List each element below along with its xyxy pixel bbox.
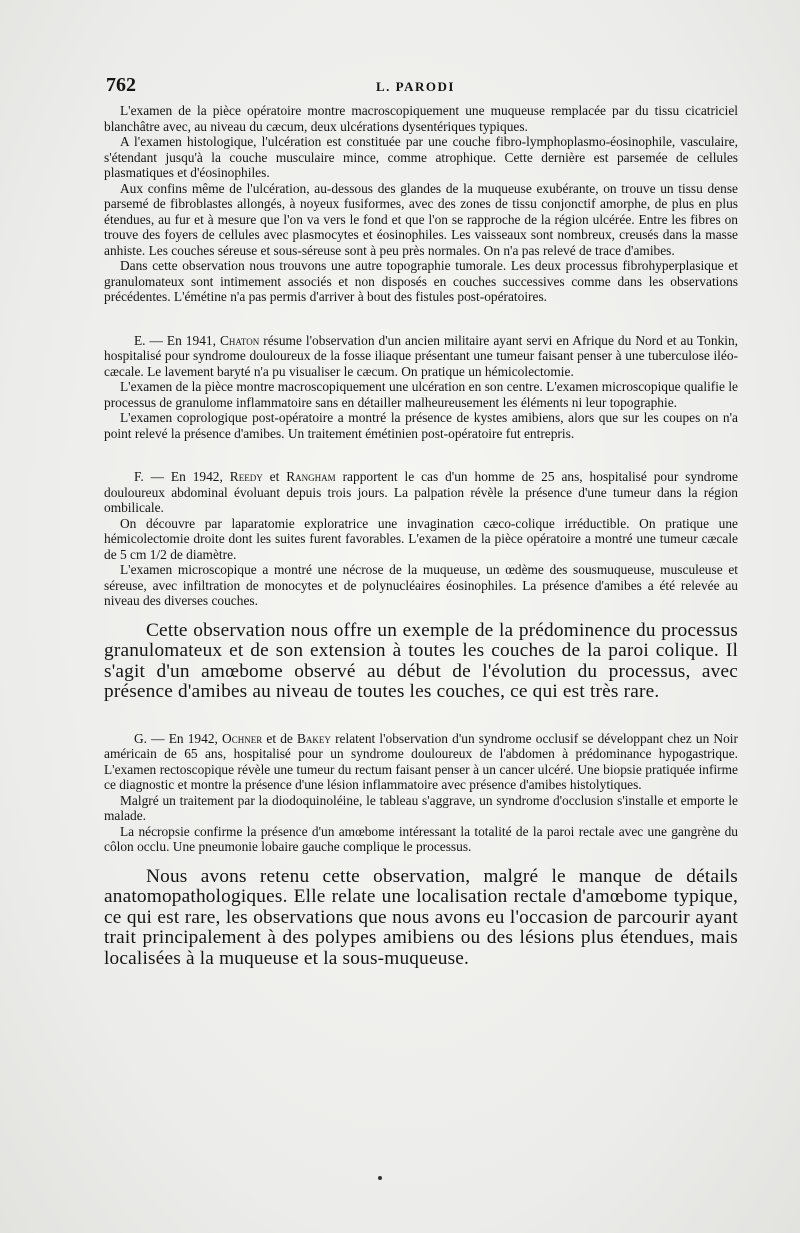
author-ochner: Ochner (222, 730, 263, 746)
paragraph-g-traitement: Malgré un traitement par la diodoquinoléine, le tableau s'aggrave, un syndrome d'occlusion s'installe et emporte le malade. (104, 792, 738, 823)
commentary-g: Nous avons retenu cette observation, malgré le manque de détails anatomopathologiques. Elle relate une localisation rectale d'amœbome typique, ce qui est rare, les observations que nous avons eu l'occasion de parcourir ayant trait principalement à des polypes amibiens ou des lésions plus étendues, mais localisées à la muqueuse et la sous-muqueuse. (104, 865, 738, 969)
observation-e-lead: E. — En 1941, (134, 332, 216, 348)
author-rangham: Rangham (286, 469, 336, 484)
paragraph-topography: Dans cette observation nous trouvons une autre topographie tumorale. Les deux processus fibrohyperplasique et granulomateux sont intimement associés et non disposés en couches successives comme dans les observations précédentes. L'émétine n'a pas permis d'arriver à bout des fistules post-opératoires. (104, 258, 738, 304)
paragraph-g-necropsie: La nécropsie confirme la présence d'un amœbome intéressant la totalité de la paroi rectale avec une gangrène du côlon occlu. Une pneumonie lobaire gauche complique le processus. (104, 823, 738, 854)
observation-g-lead: G. — En 1942, (134, 730, 218, 746)
observation-e-text: résume l'observation d'un ancien militaire ayant servi en Afrique du Nord et au Tonkin, hospitalisé pour syndrome douloureux de la fosse iliaque présentant une tumeur faisant penser à une tuberculose iléo-cæcale. Le lavement baryté n'a pu visualiser le cæcum. On pratique un hémicolectomie. (104, 332, 739, 379)
running-head: L. PARODI (376, 79, 455, 94)
paragraph-f-laparatomie: On découvre par laparatomie exploratrice une invagination cæco-colique irréductible. On pratique une hémicolectomie droite dont les suites furent favorables. L'examen de la pièce opératoire a montré une tumeur cæcale de 5 cm 1/2 de diamètre. (104, 515, 738, 562)
page-header (106, 74, 746, 98)
author-chaton: Chaton (219, 332, 260, 348)
observation-g (104, 731, 738, 793)
author-reedy: Reedy (229, 469, 263, 484)
page-number: 762 (106, 74, 136, 96)
observation-f-text: rapportent le cas d'un homme de 25 ans, hospitalisé pour syndrome douloureux abdominal évoluant depuis trois jours. La palpation révèle la présence d'une tumeur dans la région ombilicale. (104, 469, 738, 515)
paragraph-e-examen: L'examen de la pièce montre macroscopiquement une ulcération en son centre. L'examen microscopique qualifie le processus de granulome inflammatoire sans en détailler malheureusement les éléments ni leur topographie. (104, 379, 738, 410)
observation-f-and: et (269, 469, 280, 484)
commentary-f: Cette observation nous offre un exemple de la prédominence du processus granulomateux et de son extension à toutes les couches de la paroi colique. Il s'agit d'un amœbome observé au début de l'évolution du processus, avec présence d'amibes au niveau de toutes les couches, ce qui est très rare. (104, 619, 738, 702)
paragraph-f-microscopique: L'examen microscopique a montré une nécrose de la muqueuse, un œdème des sousmuqueuse, musculeuse et séreuse, avec infiltration de monocytes et de polynucléaires éosinophiles. La présence d'amibes a été relevée au niveau des diverses couches. (104, 562, 738, 608)
author-bakey: Bakey (297, 730, 331, 746)
paragraph-histology: A l'examen histologique, l'ulcération est constituée par une couche fibro-lymphoplasmo-éosinophile, vasculaire, s'étendant jusqu'à la couche musculaire mince, comme atrophique. Cette dernière est parsemée de cellules plasmatiques et d'éosinophiles. (104, 134, 738, 180)
paragraph-e-coprologique: L'examen coprologique post-opératoire a montré la présence de kystes amibiens, alors que sur les coupes on n'a point relevé la présence d'amibes. Un traitement émétinien post-opératoire fut entrepris. (104, 410, 738, 441)
paragraph-ulceration: Aux confins même de l'ulcération, au-dessous des glandes de la muqueuse exubérante, on trouve un tissu dense parsemé de fibroblastes allongés, à noyeux fusiformes, avec des zones de tissu conjonctif amorphe, de plus en plus étendues, au fur et à mesure que l'on va vers le fond et que l'on se rapproche de la région ulcérée. Entre les fibres on trouve des foyers de cellules avec plasmocytes et éosinophiles. Les vaisseaux sont nombreux, creusés dans la masse anhiste. Les couches séreuse et sous-séreuse sont à peu près normales. On n'a pas relevé de trace d'amibes. (104, 180, 738, 258)
observation-g-and: et de (266, 730, 293, 746)
observation-f (104, 469, 738, 516)
observation-g-text: relatent l'observation d'un syndrome occlusif se développant chez un Noir américain de 65 ans, hospitalisé pour un syndrome douloureux de l'abdomen à prédominance hypogastrique. L'examen rectoscopique révèle une tumeur du rectum faisant penser à un cancer ulcéré. Une biopsie pratiquée infirme ce diagnostic et montre la présence d'une lésion inflammatoire avec présence d'amibes histolytiques. (104, 730, 738, 792)
bullet-mark (378, 1176, 382, 1180)
page-body (104, 103, 738, 969)
paragraph-macroscopic: L'examen de la pièce opératoire montre macroscopiquement une muqueuse remplacée par du tissu cicatriciel blanchâtre avec, au niveau du cæcum, deux ulcérations dysentériques typiques. (104, 103, 738, 134)
observation-e (104, 333, 738, 380)
observation-f-lead: F. — En 1942, (134, 469, 223, 484)
